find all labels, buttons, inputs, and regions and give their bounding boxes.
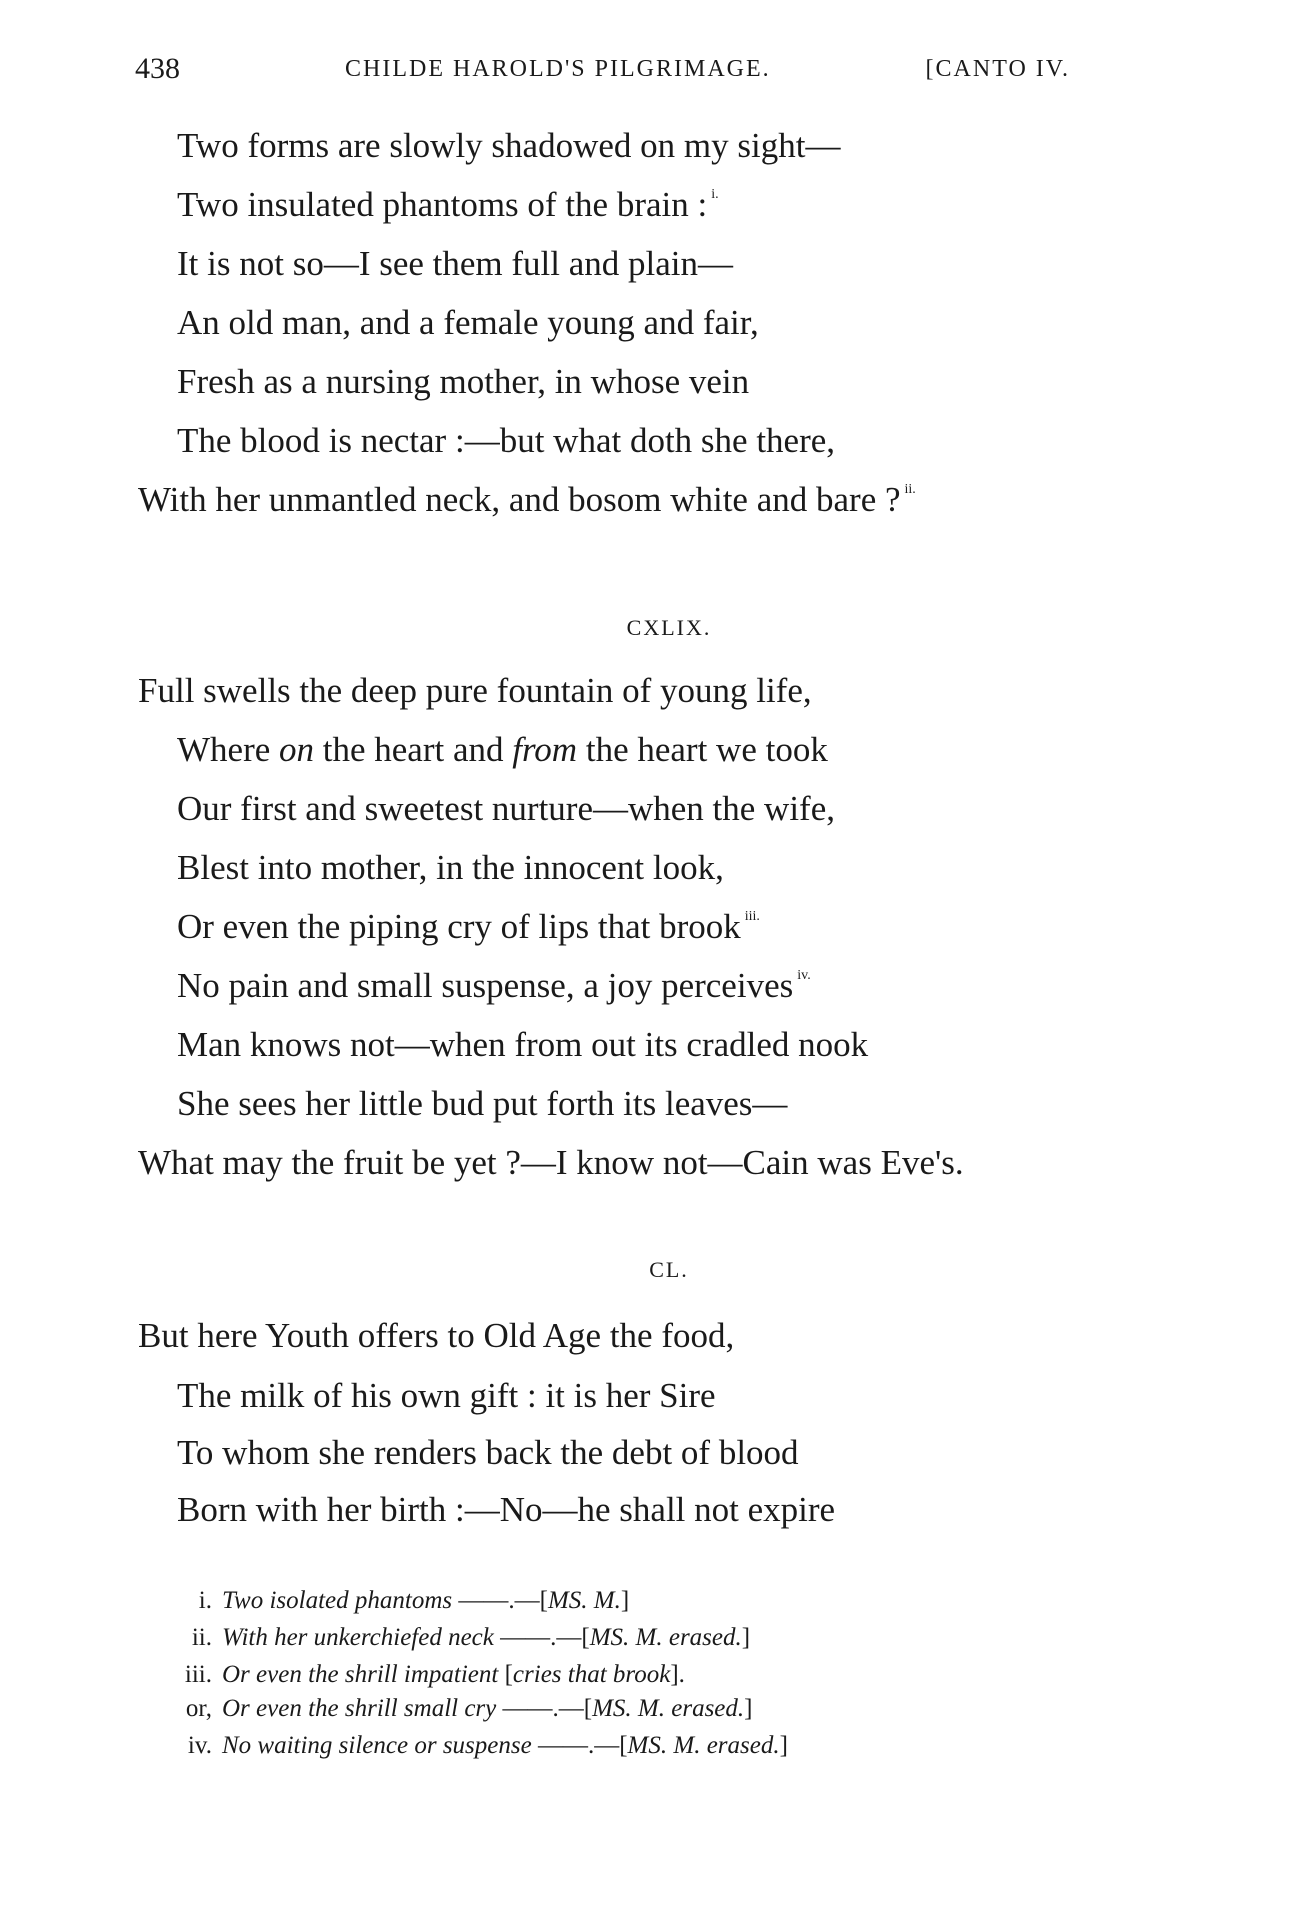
poem-line: Our first and sweetest nurture—when the wife, [177, 789, 835, 828]
poem-line: An old man, and a female young and fair, [177, 303, 759, 342]
stanza-number: CL. [649, 1257, 689, 1282]
running-title: CHILDE HAROLD'S PILGRIMAGE. [345, 56, 771, 82]
poem-line: Two insulated phantoms of the brain : $^{i.}$ [177, 185, 719, 224]
footnote-ref: i. [711, 187, 719, 202]
poem-line: The blood is nectar :—but what doth she there, [177, 421, 836, 460]
footnote: or, Or even the shrill small cry ——.—[MS. M. erased.] [185, 1695, 753, 1722]
footnote: ii. With her unkerchiefed neck ——.—[MS. M. erased.] [191, 1624, 751, 1651]
poem-line: Fresh as a nursing mother, in whose vein [177, 362, 750, 401]
footnote-ref: ii. [904, 482, 916, 497]
footnote-ref: iii. [744, 909, 760, 924]
footnote: i. Two isolated phantoms ——.—[MS. M.] [198, 1587, 630, 1614]
poem-line: Or even the piping cry of lips that brook $^{iii.}$ [177, 907, 760, 946]
poem-line: But here Youth offers to Old Age the food, [138, 1316, 735, 1355]
poem-line: To whom she renders back the debt of blood [177, 1433, 799, 1472]
poem-line: Man knows not—when from out its cradled nook [177, 1025, 869, 1064]
poem-line: The milk of his own gift : it is her Sire [177, 1376, 716, 1415]
footnote: iv. No waiting silence or suspense ——.—[MS. M. erased.] [187, 1732, 788, 1759]
poem-line: It is not so—I see them full and plain— [177, 244, 734, 283]
poem-line: Where on the heart and from the heart we took [177, 730, 828, 769]
footnote: iii. Or even the shrill impatient [cries that brook]. [184, 1661, 685, 1688]
poem-line: What may the fruit be yet ?—I know not—Cain was Eve's. [138, 1143, 964, 1182]
poem-line: No pain and small suspense, a joy perceives $^{iv.}$ [177, 966, 811, 1005]
poem-line: Blest into mother, in the innocent look, [177, 848, 724, 887]
stanza-number: CXLIX. [626, 615, 712, 640]
poem-line: She sees her little bud put forth its leaves— [177, 1084, 788, 1123]
poem-line: Two forms are slowly shadowed on my sight— [177, 126, 841, 165]
running-header [135, 52, 1070, 96]
poem-line: Full swells the deep pure fountain of young life, [138, 671, 812, 710]
canto-label: [CANTO IV. [925, 56, 1070, 82]
page-number: 438 [135, 52, 180, 85]
poem-line: With her unmantled neck, and bosom white and bare ? $^{ii.}$ [138, 480, 916, 519]
footnote-ref: iv. [797, 968, 811, 983]
poem-line: Born with her birth :—No—he shall not expire [177, 1490, 836, 1529]
